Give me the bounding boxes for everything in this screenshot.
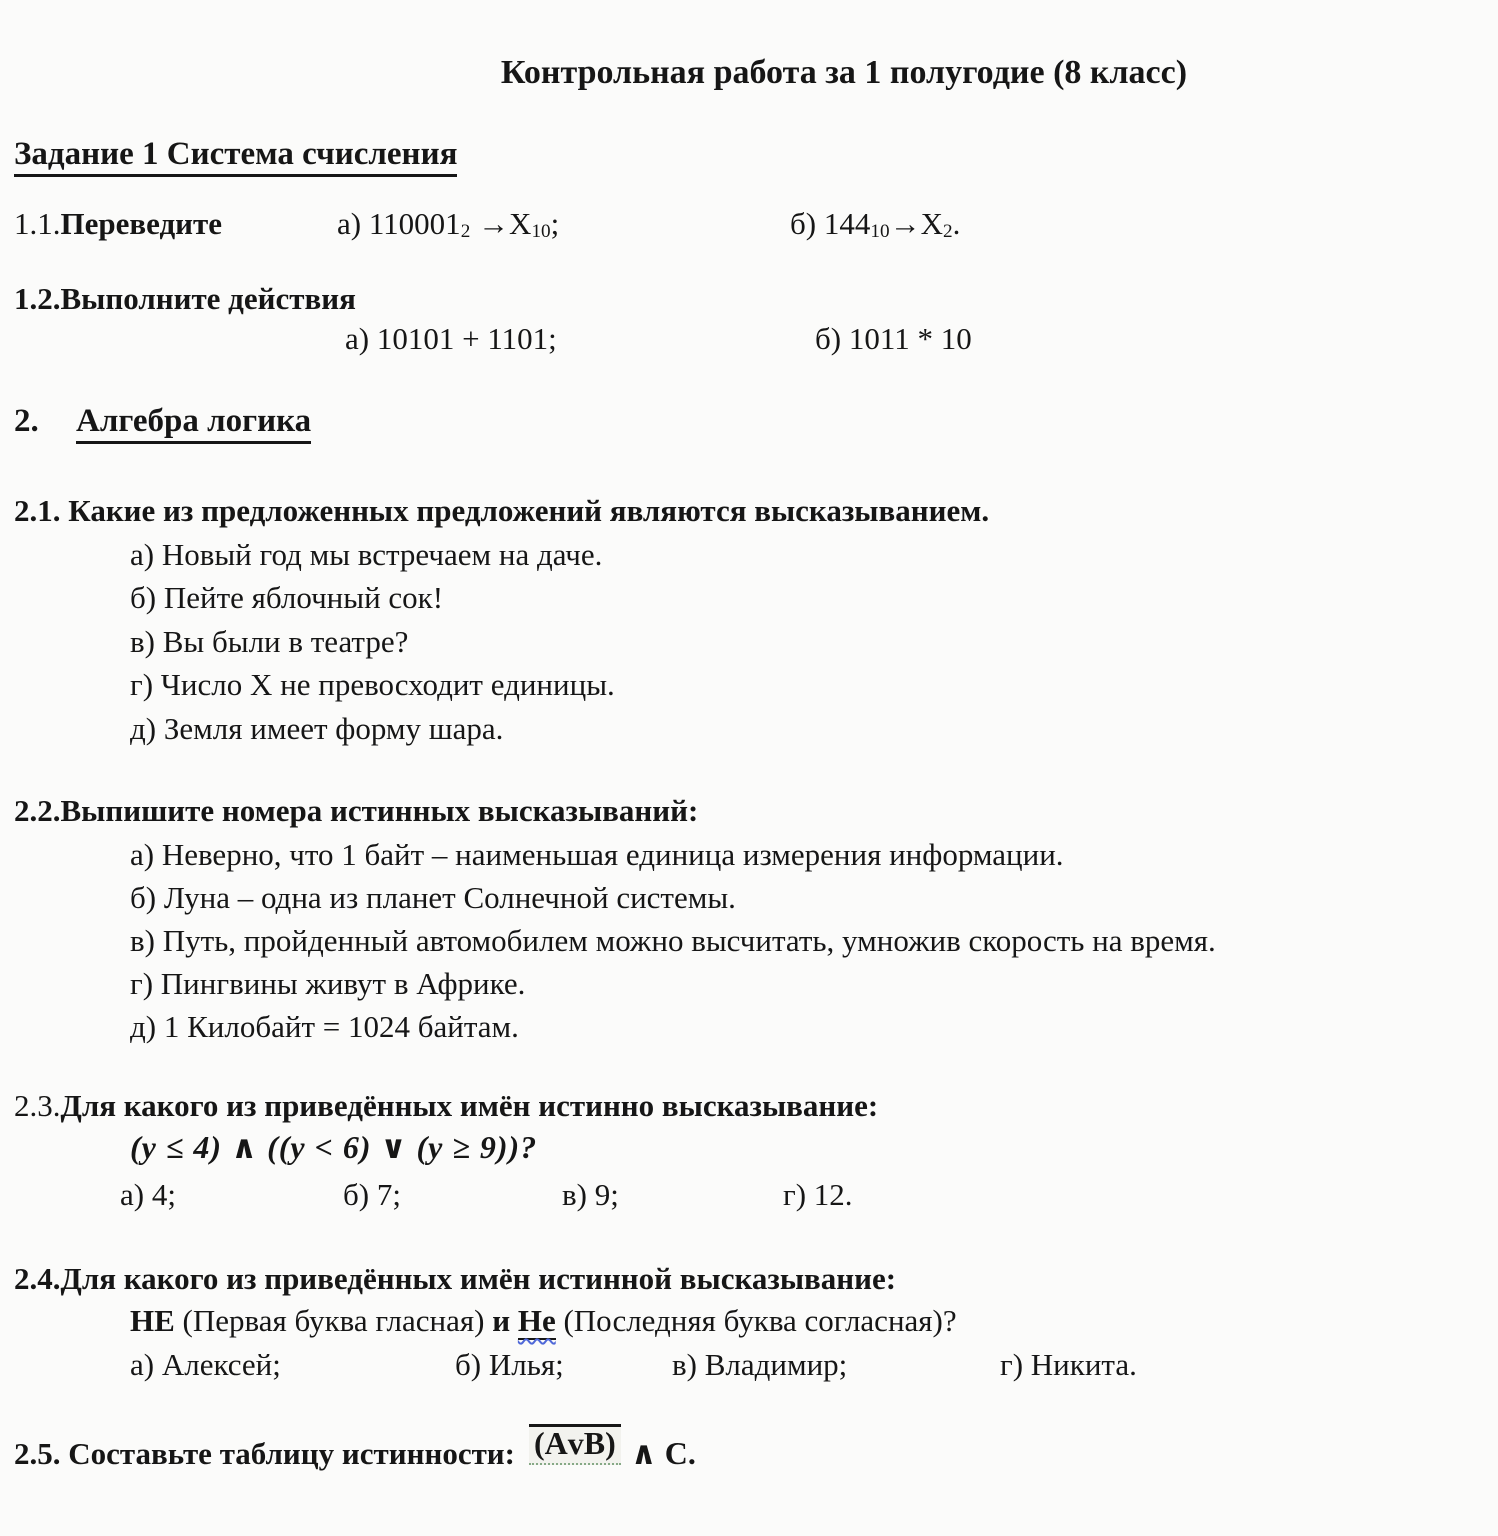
task-2-1-item-b: б) Пейте яблочный сок!	[130, 580, 444, 615]
option-text: .	[952, 206, 961, 241]
section2-heading-text: Алгебра логика	[76, 403, 311, 444]
task-2-2-item-a: а) Неверно, что 1 байт – наименьшая единица измерения информации.	[130, 837, 1064, 872]
and-operator: и	[492, 1303, 518, 1338]
task-1-1-option-a	[337, 206, 559, 242]
task-2-1-heading	[14, 493, 989, 529]
subscript: 2	[942, 221, 953, 243]
task-2-3-option-g: г) 12.	[783, 1177, 853, 1212]
task-2-4-heading-text: 2.4.Для какого из приведённых имён истинной высказывание:	[14, 1261, 897, 1296]
task-2-3-option-v: в) 9;	[562, 1177, 619, 1212]
task-2-3-option-b: б) 7;	[343, 1177, 401, 1212]
task-2-3-number: 2.3.	[14, 1088, 61, 1123]
task-2-4-heading	[14, 1261, 896, 1297]
task-1-2-heading	[14, 281, 356, 317]
task-1-1-verb: Переведите	[60, 206, 222, 241]
task-2-5-line	[14, 1425, 696, 1475]
page-title: Контрольная работа за 1 полугодие (8 класс)	[500, 54, 1188, 91]
negated-expression: (АvВ)	[529, 1424, 621, 1465]
task-2-4-option-g: г) Никита.	[1000, 1347, 1137, 1382]
subscript: 10	[531, 221, 551, 243]
task-2-1-heading-text: 2.1. Какие из предложенных предложений являются высказыванием.	[14, 493, 990, 528]
task-2-1-item-a: а) Новый год мы встречаем на даче.	[130, 537, 603, 572]
option-text: →X	[889, 206, 943, 241]
task-1-2-option-a: а) 10101 + 1101;	[345, 321, 557, 356]
section1-heading	[14, 136, 457, 174]
option-text: ;	[550, 206, 560, 241]
not-operator-underlined: Не	[517, 1303, 556, 1338]
section2-heading	[76, 403, 311, 441]
task-2-2-item-d: д) 1 Килобайт = 1024 байтам.	[130, 1009, 519, 1044]
subscript: 2	[460, 221, 471, 243]
task-2-1-item-d: д) Земля имеет форму шара.	[130, 711, 504, 746]
task-2-3-option-a: а) 4;	[120, 1177, 176, 1212]
not-operator: НЕ	[130, 1303, 175, 1338]
option-text: б) 144	[790, 206, 871, 241]
formula-tail: ∧ С.	[630, 1435, 696, 1471]
task-2-4-option-v: в) Владимир;	[672, 1347, 848, 1382]
task-2-2-item-v: в) Путь, пройденный автомобилем можно высчитать, умножив скорость на время.	[130, 923, 1216, 958]
task-2-1-item-g: г) Число X не превосходит единицы.	[130, 667, 615, 702]
task-2-2-heading-text: 2.2.Выпишите номера истинных высказываний:	[14, 793, 699, 828]
task-2-2-item-g: г) Пингвины живут в Африке.	[130, 966, 526, 1001]
task-2-2-item-b: б) Луна – одна из планет Солнечной системы.	[130, 880, 736, 915]
task-2-4-condition	[130, 1303, 957, 1339]
task-1-1-option-b	[790, 206, 960, 242]
option-text: а) 110001	[337, 206, 461, 241]
task-2-3-heading-text: Для какого из приведённых имён истинно высказывание:	[60, 1088, 879, 1123]
task-1-2-heading-text: 1.2.Выполните действия	[14, 281, 356, 316]
condition-text: (Первая буква гласная)	[174, 1303, 493, 1338]
option-text: →X	[470, 206, 532, 241]
task-2-2-heading	[14, 793, 698, 829]
section1-heading-text: Задание 1 Система счисления	[14, 136, 457, 177]
task-2-3-formula: (y ≤ 4) ∧ ((y < 6) ∨ (y ≥ 9))?	[130, 1129, 538, 1165]
task-2-3-heading	[14, 1088, 878, 1124]
task-1-1-number: 1.1.	[14, 206, 61, 241]
task-1-1-label	[14, 206, 222, 242]
section2-number	[14, 403, 39, 441]
task-2-5-heading-text: 2.5. Составьте таблицу истинности:	[14, 1436, 515, 1471]
task-2-1-item-v: в) Вы были в театре?	[130, 624, 409, 659]
condition-text: (Последняя буква согласная)?	[555, 1303, 957, 1338]
task-2-4-option-a: а) Алексей;	[130, 1347, 281, 1382]
task-1-2-option-b: б) 1011 * 10	[815, 321, 972, 356]
subscript: 10	[870, 221, 890, 243]
task-2-4-option-b: б) Илья;	[455, 1347, 564, 1382]
section2-number-text: 2.	[14, 403, 39, 439]
